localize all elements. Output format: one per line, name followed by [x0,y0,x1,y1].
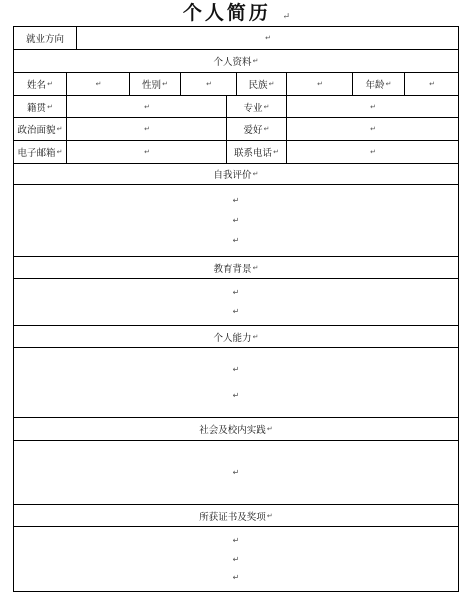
phone-label: 联系电话 [234,148,273,159]
paragraph-mark-icon: ↵ [47,102,53,111]
paragraph-mark-icon: ↵ [144,148,150,156]
practice-title: 社会及校内实践 [199,425,266,436]
resume-table [13,26,459,592]
gender-value-cell[interactable] [181,73,237,95]
paragraph-mark-icon: ↵ [56,125,63,133]
page-title [0,0,473,26]
paragraph-mark-icon: ↵ [266,511,273,520]
paragraph-mark-icon: ↵ [252,263,259,272]
gender-label-cell [130,73,181,95]
ability-header [14,326,458,348]
paragraph-mark-icon: ↵ [232,216,240,225]
paragraph-mark-icon: ↵ [317,80,323,88]
paragraph-mark-icon: ↵ [232,196,240,205]
political-value-cell[interactable] [67,118,227,140]
paragraph-mark-icon: ↵ [162,80,168,88]
education-body[interactable] [14,279,458,326]
ethnicity-value-cell[interactable] [287,73,353,95]
ability-body[interactable] [14,348,458,418]
job-intent-value-cell[interactable] [77,27,458,49]
personal-row-4 [14,141,458,164]
self-eval-title: 自我评价 [213,170,252,181]
job-intent-label-cell [14,27,77,49]
hometown-label: 籍贯 [27,102,47,114]
paragraph-mark-icon: ↵ [95,80,102,88]
title-text: 个人简历 [182,2,271,24]
paragraph-mark-icon: ↵ [232,536,240,546]
email-label-cell [14,141,67,163]
major-label: 专业 [243,102,263,114]
paragraph-mark-icon: ↵ [144,102,150,111]
paragraph-mark-icon: ↵ [429,80,435,88]
paragraph-mark-icon: ↵ [144,125,150,133]
hobby-label: 爱好 [243,125,263,136]
hobby-value-cell[interactable] [287,118,458,140]
paragraph-mark-icon: ↵ [47,80,53,88]
practice-body[interactable] [14,441,458,505]
awards-body[interactable] [14,527,458,591]
hometown-label-cell [14,96,67,117]
paragraph-mark-icon: ↵ [252,170,259,178]
paragraph-mark-icon: ↵ [232,306,240,316]
paragraph-mark-icon: ↵ [370,102,376,111]
paragraph-mark-icon: ↵ [232,236,240,245]
paragraph-mark-icon: ↵ [263,125,270,133]
age-value-cell[interactable] [405,73,458,95]
paragraph-mark-icon: ↵ [206,80,212,88]
self-eval-body[interactable] [14,185,458,257]
paragraph-mark-icon: ↵ [232,391,240,400]
awards-title: 所获证书及奖项 [199,511,266,523]
hometown-value-cell[interactable] [67,96,227,117]
phone-label-cell [227,141,287,163]
paragraph-mark-icon: ↵ [385,80,392,88]
paragraph-mark-icon: ↵ [232,468,240,477]
email-label: 电子邮箱 [17,148,56,159]
hobby-label-cell [227,118,287,140]
name-label-cell [14,73,67,95]
paragraph-mark-icon: ↵ [252,57,259,65]
ethnicity-label-cell [237,73,287,95]
political-label: 政治面貌 [17,125,56,136]
paragraph-mark-icon: ↵ [273,148,279,156]
personal-info-title: 个人资料 [213,57,252,68]
paragraph-mark-icon: ↵ [282,12,291,22]
paragraph-mark-icon: ↵ [232,572,240,582]
education-title: 教育背景 [213,263,252,275]
paragraph-mark-icon: ↵ [232,365,240,374]
paragraph-mark-icon: ↵ [232,288,240,298]
paragraph-mark-icon: ↵ [232,554,240,564]
education-header [14,257,458,279]
paragraph-mark-icon: ↵ [268,80,275,88]
awards-header [14,505,458,527]
personal-info-header [14,50,458,73]
major-label-cell [227,96,287,117]
email-value-cell[interactable] [67,141,227,163]
paragraph-mark-icon: ↵ [265,34,271,42]
personal-row-1 [14,73,458,96]
political-label-cell [14,118,67,140]
personal-row-2 [14,96,458,118]
paragraph-mark-icon: ↵ [252,332,259,341]
job-intent-row [14,27,458,50]
paragraph-mark-icon: ↵ [266,425,273,433]
personal-row-3 [14,118,458,141]
job-intent-label: 就业方向 [25,34,64,45]
age-label-cell [353,73,405,95]
paragraph-mark-icon: ↵ [56,148,63,156]
paragraph-mark-icon: ↵ [370,125,376,133]
name-value-cell[interactable] [67,73,130,95]
name-label: 姓名 [27,80,47,91]
age-label: 年龄 [365,80,385,91]
ethnicity-label: 民族 [248,80,268,91]
paragraph-mark-icon: ↵ [370,148,376,156]
ability-title: 个人能力 [213,332,252,344]
major-value-cell[interactable] [287,96,458,117]
phone-value-cell[interactable] [287,141,458,163]
self-eval-header [14,164,458,185]
paragraph-mark-icon: ↵ [263,102,270,111]
practice-header [14,418,458,441]
gender-label: 性别 [142,80,162,91]
